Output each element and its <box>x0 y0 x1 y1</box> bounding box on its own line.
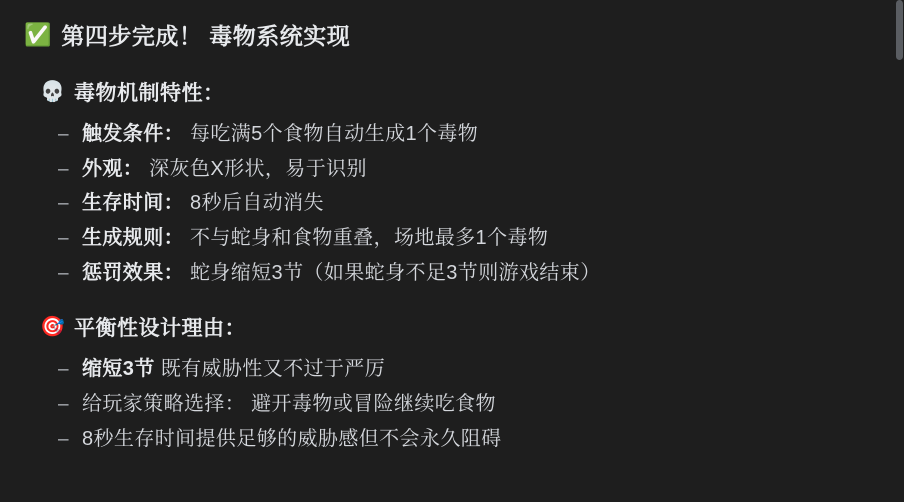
section-title: 毒物机制特性： <box>74 82 225 105</box>
skull-icon: 💀 <box>40 81 65 103</box>
list-item <box>58 186 886 221</box>
list-item <box>58 152 886 187</box>
section-title: 平衡性设计理由： <box>74 317 246 341</box>
dash-marker: – <box>58 359 69 381</box>
section-heading-row <box>18 312 886 342</box>
list-item-text <box>82 186 324 220</box>
list-item <box>58 117 886 152</box>
list-item <box>58 387 886 422</box>
list-item-label: 生成规则： <box>82 227 184 250</box>
section-balance-rationale <box>18 312 886 456</box>
dash-marker: – <box>58 158 69 180</box>
bullet-list <box>18 117 886 290</box>
page-title-text: 第四步完成！ 毒物系统实现 <box>61 23 351 49</box>
list-item-text <box>82 117 478 151</box>
list-item-value: 给玩家策略选择： 避开毒物或冒险继续吃食物 <box>82 393 496 416</box>
list-item-label: 缩短3节 <box>82 358 155 381</box>
list-item-label: 惩罚效果： <box>82 261 184 284</box>
list-item-value: 既有威胁性又不过于严厉 <box>154 358 386 381</box>
list-item-text <box>82 256 601 290</box>
dash-marker: – <box>58 428 69 450</box>
list-item-label: 生存时间： <box>82 192 184 215</box>
list-item-value: 每吃满5个食物自动生成1个毒物 <box>184 123 479 145</box>
list-item-text <box>82 221 548 255</box>
dart-target-icon: 🎯 <box>40 316 65 339</box>
list-item <box>58 422 886 457</box>
scrollbar-thumb[interactable] <box>896 0 903 60</box>
list-item <box>58 352 886 387</box>
list-item-value: 深灰色X形状，易于识别 <box>143 157 367 180</box>
list-item-label: 外观： <box>82 157 144 180</box>
list-item-value: 不与蛇身和食物重叠，场地最多1个毒物 <box>184 227 549 250</box>
list-item <box>58 256 886 291</box>
bullet-list <box>18 352 886 456</box>
list-item <box>58 221 886 256</box>
list-item-text <box>82 387 496 421</box>
list-item-label: 触发条件： <box>82 123 184 145</box>
dash-marker: – <box>58 228 69 250</box>
list-item-value: 蛇身缩短3节（如果蛇身不足3节则游戏结束） <box>184 261 601 284</box>
list-item-text <box>82 422 502 456</box>
dash-marker: – <box>58 262 69 284</box>
list-item-value: 8秒后自动消失 <box>184 192 324 215</box>
list-item-value: 8秒生存时间提供足够的威胁感但不会永久阻碍 <box>82 427 502 450</box>
check-mark-icon: ✅ <box>24 21 52 47</box>
section-heading-row <box>18 77 886 107</box>
list-item-text <box>82 352 385 386</box>
dash-marker: – <box>58 394 69 416</box>
dash-marker: – <box>58 124 69 145</box>
section-poison-mechanics <box>18 77 886 290</box>
page-title <box>18 18 886 51</box>
list-item-text <box>82 152 367 186</box>
dash-marker: – <box>58 193 69 215</box>
scrollbar[interactable] <box>895 0 904 502</box>
